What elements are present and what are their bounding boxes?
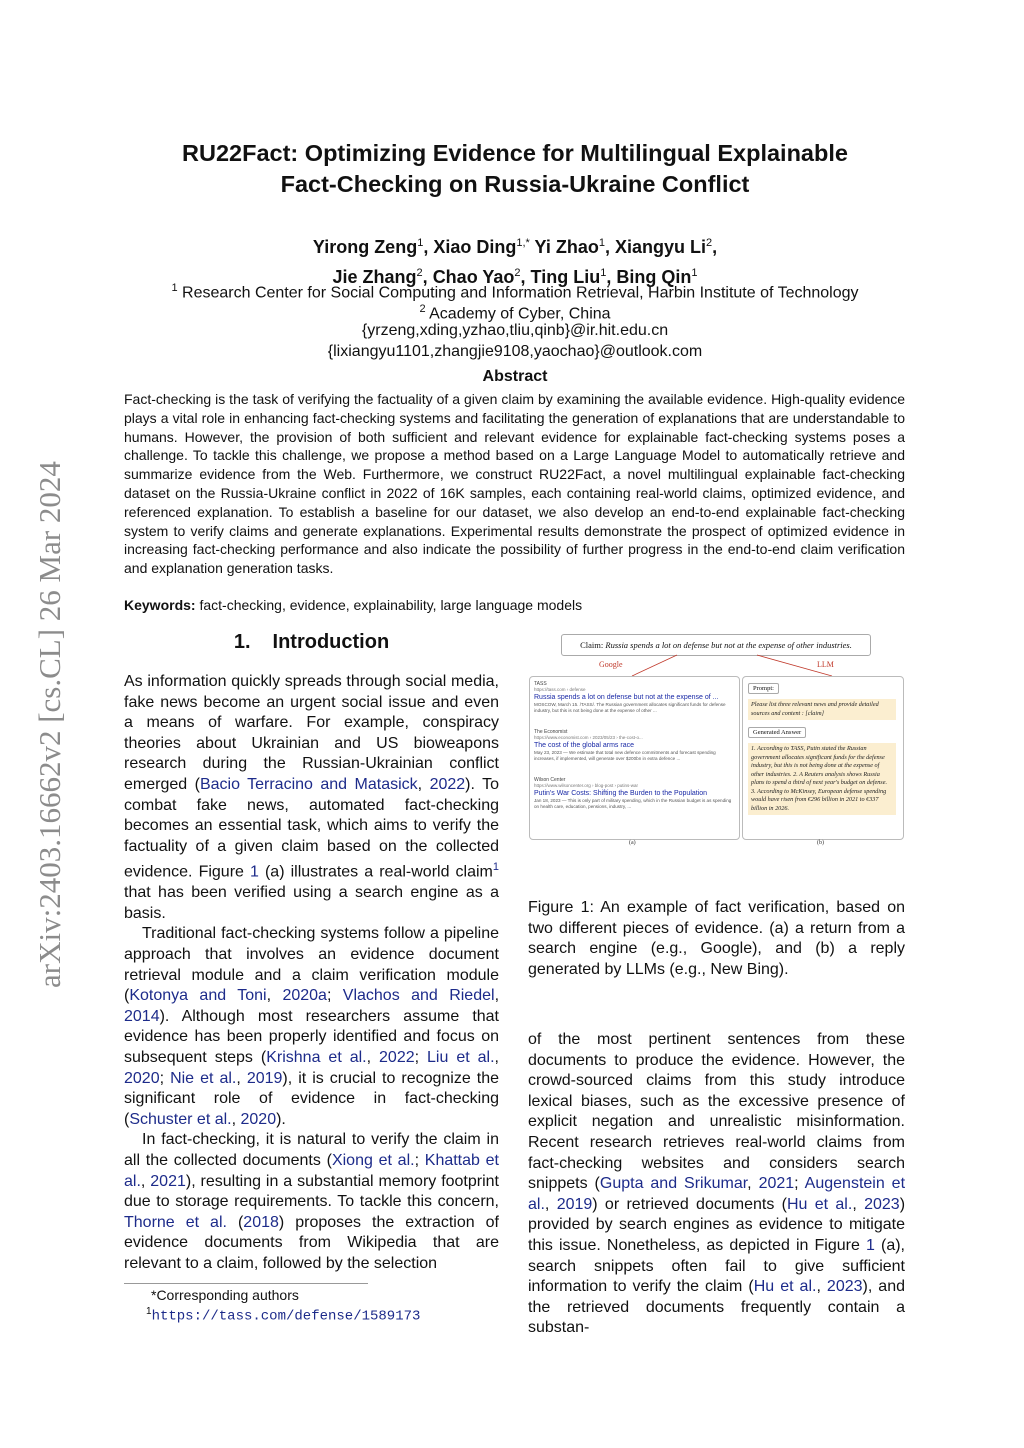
panel-b-label: (b) [817,840,824,846]
citation-link[interactable]: Thorne et al. [124,1213,227,1231]
figure-arrows [527,648,905,678]
keywords-label: Keywords: [124,597,196,613]
panel-a-search-results [529,676,740,840]
citation-link[interactable]: Khattab et al. [124,1151,499,1190]
author-name: Chao Yao [432,267,515,287]
citation-link[interactable]: 2022 [429,775,466,793]
intro-paragraph-2: Traditional fact-checking systems follow a pipeline approach that involves an evidence document retrieval module and a claim verification module (Kotonya and Toni, 2020a; Vlachos and Riedel, 2014). Although most researchers assume that evidence has been properly identified and focus on subsequent steps (Krishna et al., 2022; Liu et al., 2020; Nie et al., 2019), it is crucial to recognize the significant role of evidence in fact-checking (Schuster et al., 2020). [124,925,500,1128]
citation-link[interactable]: Xiong et al. [331,1151,415,1169]
affiliation-2-text: Academy of Cyber, China [429,305,611,323]
footnote-1-link[interactable]: https://tass.com/defense/1589173 [151,1308,421,1325]
citation-link[interactable]: Krishna et al. [266,1049,367,1067]
keywords [124,597,905,613]
figure-1-caption: Figure 1: An example of fact verification, based on two different pieces of evidence. (a) a return from a search engine (e.g., Google), and (b) a reply generated by LLMs (e.g., New Bing). [528,899,905,978]
author-affiliation-marker: 1 [417,237,424,249]
author-affiliation-marker: 2 [416,267,423,279]
authors-line-1: Yirong Zeng$^1$, Xiao Ding$^{1,*}$ Yi Zhao$^1$, Xiangyu Li$^2$, [312,237,718,257]
result-snippet: MOSCOW, March 15. /TASS/. The Russian government allocates significant funds for defense industry, but this is not being done at the expense of other ... [534,702,726,713]
citation-link[interactable]: Nie et al. [170,1069,237,1087]
citation-link[interactable]: 2021 [150,1172,186,1190]
result-headline: The cost of the global arms race [534,742,634,749]
search-result [534,729,734,762]
search-result [534,681,734,714]
result-snippet: May 23, 2023 — We estimate that total new defence commitments and forecast spending increases, if implemented, will generate over $200bn in extra defence ... [534,750,716,761]
intro-paragraph-1: As information quickly spreads through social media, fake news become an urgent social issue and even a means of warfare. For example, conspiracy theories about Ukrainian and US bioweapons research during the Russian-Ukrainian conflict emerged (Bacio Terracino and Matasick, 2022). To combat fake news, automated fact-checking becomes an essential task, which aims to verify the factuality of a given claim based on the collected evidence. Figure 1 (a) illustrates a real-world claim$^1$ that has been verified using a search engine as a basis. [124,673,500,922]
citation-link[interactable]: 2022 [379,1049,415,1067]
footnote-1 [146,1306,420,1325]
footnote-1-marker: 1 [146,1306,152,1317]
author-affiliation-marker: 2 [514,267,521,279]
author-affiliation-marker: 1 [691,267,698,279]
figure-1 [527,634,905,850]
arxiv-identifier: arXiv:2403.16662v2 [cs.CL] 26 Mar 2024 [32,461,67,988]
citation-link[interactable]: 2023 [864,1195,900,1213]
arrow-google [632,655,677,676]
result-url: https://www.economist.com › 2023/05/23 › the-cost-o... [534,735,643,740]
result-headline: Russia spends a lot on defense but not at the expense of ... [534,694,719,701]
citation-link[interactable]: Kotonya and Toni [129,987,267,1005]
result-source: The Economist [534,729,568,735]
figure-claim-label: Claim: [580,640,604,650]
llm-label: LLM [817,660,834,669]
author-affiliation-marker: 2 [706,237,713,249]
author-name: Bing Qin [616,267,692,287]
citation-link[interactable]: Gupta and Srikumar [599,1175,748,1193]
prompt-label: Prompt: [748,683,779,694]
citation-link[interactable]: 2019 [246,1069,283,1087]
title-line-2: Fact-Checking on Russia-Ukraine Conflict [280,171,750,197]
author-name: Yi Zhao [534,237,599,257]
keywords-text: fact-checking, evidence, explainability, large language models [199,597,583,613]
figure-claim-text: Russia spends a lot on defense but not at the expense of other industries. [605,640,852,650]
author-affiliation-marker: 1,* [516,237,530,249]
result-headline: Putin's War Costs: Shifting the Burden to the Population [534,790,708,797]
citation-link[interactable]: 1 [250,863,259,881]
author-name: Xiangyu Li [614,237,706,257]
citation-link[interactable]: 2020a [282,987,327,1005]
affiliation-2-marker: 2 [419,303,426,315]
citation-link[interactable]: 2014 [124,1007,160,1025]
abstract-text: Fact-checking is the task of verifying the factuality of a given claim by examining the available evidence. High-quality evidence plays a vital role in enhancing fact-checking systems and facilitating the generation of explanations that are understandable to humans. However, the provision of both sufficient and relevant evidence for explainable fact-checking systems poses a challenge. To tackle this challenge, we propose a method based on a Large Language Model to automatically retrieve and summarize evidence from the Web. Furthermore, we construct RU22Fact, a novel multilingual explainable fact-checking dataset on the Russia-Ukraine conflict in 2022 of 16K samples, each containing real-world claims, optimized evidence, and referenced explanation. To establish a baseline for our dataset, we also develop an end-to-end explainable fact-checking system to verify claims and generate explanations. Experimental results demonstrate the prospect of optimized evidence in increasing fact-checking performance and also indicate the possibility of further progress in the end-to-end claim verification and explanation generation tasks. [124,391,905,577]
author-name: Jie Zhang [332,267,417,287]
result-source: Wilson Center [534,777,566,783]
prompt-text: Please list three relevant news and provide detailed sources and content : [claim] [748,699,896,720]
section-heading-introduction [124,631,499,654]
citation-link[interactable]: 2020 [124,1069,160,1087]
citation-link[interactable]: 2021 [758,1175,795,1193]
result-url: https://www.wilsoncenter.org › blog-post › putins-war [534,783,639,788]
result-url: https://tass.com › defense [534,687,586,692]
citation-link[interactable]: 2018 [243,1213,279,1231]
citation-link[interactable]: 2023 [826,1278,863,1296]
citation-link[interactable]: 2019 [556,1195,593,1213]
email-line-2: {lixiangyu1101,zhangjie9108,yaochao}@outlook.com [327,343,703,360]
author-affiliation-marker: 1 [598,237,605,249]
author-name: Yirong Zeng [312,237,418,257]
affiliation-1-marker: 1 [171,282,178,294]
footnote-corresponding: *Corresponding authors [151,1287,299,1303]
citation-link[interactable]: Schuster et al. [129,1110,232,1128]
author-name: Ting Liu [530,267,601,287]
citation-link[interactable]: 2020 [240,1110,277,1128]
authors-line-2: Jie Zhang$^2$, Chao Yao$^2$, Ting Liu$^1$, Bing Qin$^1$ [332,267,698,287]
google-label: Google [599,660,623,669]
citation-link[interactable]: Hu et al. [753,1278,817,1296]
result-source: TASS [534,681,547,687]
citation-link[interactable]: Augenstein et al. [528,1175,906,1213]
paper-title [100,138,930,200]
author-affiliation-marker: 1 [600,267,607,279]
panel-a-label: (a) [629,840,636,846]
search-result [534,777,734,810]
footnote-ref[interactable]: 1 [492,861,500,874]
citation-link[interactable]: 1 [865,1236,875,1254]
intro-paragraph-3: In fact-checking, it is natural to verify the claim in all the collected documents (Xiong et al.; Khattab et al., 2021), resulting in a substantial memory footprint due to storage requirements. To tackle this concern, Thorne et al. (2018) proposes the extraction of evidence documents from Wikipedia that are relevant to a claim, followed by the selection [124,1131,500,1272]
title-line-1: RU22Fact: Optimizing Evidence for Multilingual Explainable [182,140,848,166]
footnote-rule [124,1283,368,1284]
section-title: Introduction [272,631,390,653]
citation-link[interactable]: Hu et al. [786,1195,853,1213]
citation-link[interactable]: Vlachos and Riedel [342,987,495,1005]
author-name: Xiao Ding [433,237,517,257]
affiliation-1-text: Research Center for Social Computing and Information Retrieval, Harbin Institute of Technology [182,284,859,302]
abstract-heading: Abstract [482,368,548,385]
result-snippet: Jan 18, 2023 — This is only part of military spending, which in the Russian budget is as spending on health care, education, pensions, industry, ... [534,798,732,809]
citation-link[interactable]: Bacio Terracino and Matasick [199,775,418,793]
citation-link[interactable]: Liu et al. [427,1049,495,1067]
panel-b-llm-answer [742,676,904,840]
right-column [528,1030,905,1339]
answer-text: 1. According to TASS, Putin stated the Russian government allocates significant funds for the defense industry, but this is not being done at the expense of other industries. 2. A Reuters analysis shows Russia plans to spend a third of next year's budget on defense. 3. According to McKinsey, European defense spending would have risen from €296 billion in 2021 to €337 billion in 2026. [748,743,896,815]
answer-label: Generated Answer [748,727,806,738]
email-line-1: {yrzeng,xding,yzhao,tliu,qinb}@ir.hit.edu.cn [361,322,669,339]
intro-paragraph-continued: of the most pertinent sentences from these documents to produce the evidence. However, the crowd-sourced claims from this study introduce lexical biases, such as the excessive presence of explicit negation and unrealistic misinformation. Recent research retrieves real-world claims from fact-checking websites and considers search snippets (Gupta and Srikumar, 2021; Augenstein et al., 2019) or retrieved documents (Hu et al., 2023) provided by search engines as evidence to mitigate this issue. Nonetheless, as depicted in Figure 1 (a), search snippets often fail to give sufficient information to verify the claim (Hu et al., 2023), and the retrieved documents frequently contain a substan- [528,1031,906,1337]
section-number: 1. [233,631,251,653]
left-column [124,672,499,1275]
